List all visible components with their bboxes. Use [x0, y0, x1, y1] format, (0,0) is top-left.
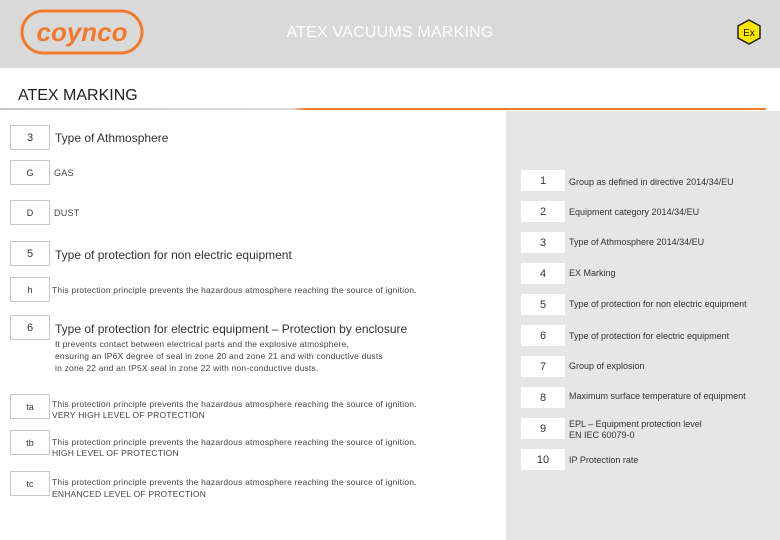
legend-text-3: Type of Athmosphere 2014/34/EU	[569, 237, 705, 247]
brand-name: coynco	[36, 17, 128, 47]
row-sub-1: It prevents contact between electrical parts and the explosive atmosphere,	[55, 339, 350, 349]
legend-num-9: 9	[521, 418, 565, 439]
code-box-g: G	[10, 160, 50, 185]
legend-num-10: 10	[521, 449, 565, 470]
code-box-3: 3	[10, 125, 50, 150]
row-sub-2: ensuring an IP6X degree of seal in zone 20 and zone 21 and with conductive dusts	[55, 351, 383, 361]
legend-text-7: Group of explosion	[569, 361, 645, 371]
legend-text-5: Type of protection for non electric equipment	[569, 299, 747, 309]
row-level-tb: HIGH LEVEL OF PROTECTION	[52, 448, 179, 458]
row-level-tc: ENHANCED LEVEL OF PROTECTION	[52, 489, 207, 499]
legend-text-9: EPL – Equipment protection level	[569, 419, 702, 429]
row-label-atmosphere: Type of Athmosphere	[55, 131, 169, 145]
code-box-5: 5	[10, 241, 50, 266]
row-label-gas: GAS	[54, 168, 74, 178]
legend-num-3: 3	[521, 232, 565, 253]
legend-num-2: 2	[521, 201, 565, 222]
row-label-h: This protection principle prevents the hazardous atmosphere reaching the source of ignition.	[52, 285, 417, 295]
legend-text-6: Type of protection for electric equipment	[569, 331, 730, 341]
ex-hexagon-icon	[736, 19, 762, 45]
row-label-tb: This protection principle prevents the hazardous atmosphere reaching the source of ignition.	[52, 437, 417, 447]
row-label-non-electric: Type of protection for non electric equipment	[55, 248, 292, 262]
code-box-d: D	[10, 200, 50, 225]
legend-num-8: 8	[521, 387, 565, 408]
legend-num-4: 4	[521, 263, 565, 284]
row-sub-3: in zone 22 and an IP5X seal in zone 22 with non-conductive dusts.	[55, 363, 319, 373]
code-box-tb: tb	[10, 430, 50, 455]
legend-num-5: 5	[521, 294, 565, 315]
row-label-ta: This protection principle prevents the hazardous atmosphere reaching the source of ignition.	[52, 399, 417, 409]
row-label-electric: Type of protection for electric equipment – Protection by enclosure	[55, 322, 408, 336]
section-title: ATEX MARKING	[18, 87, 138, 104]
ex-mark: Ex	[743, 28, 755, 39]
code-box-h: h	[10, 277, 50, 302]
row-level-ta: VERY HIGH LEVEL OF PROTECTION	[52, 410, 206, 420]
row-label-tc: This protection principle prevents the hazardous atmosphere reaching the source of ignition.	[52, 477, 417, 487]
section-divider	[0, 108, 766, 110]
row-label-dust: DUST	[54, 208, 80, 218]
page-title: ATEX VACUUMS MARKING	[286, 24, 494, 41]
legend-text-1: Group as defined in directive 2014/34/EU	[569, 177, 734, 187]
legend-text-10: IP Protection rate	[569, 455, 639, 465]
legend-num-1: 1	[521, 170, 565, 191]
code-box-tc: tc	[10, 471, 50, 496]
legend-text-9-standard: EN IEC 60079-0	[569, 430, 635, 440]
code-box-6: 6	[10, 315, 50, 340]
legend-text-4: EX Marking	[569, 268, 616, 278]
code-box-ta: ta	[10, 394, 50, 419]
legend-text-2: Equipment category 2014/34/EU	[569, 207, 700, 217]
legend-num-7: 7	[521, 356, 565, 377]
legend-text-8: Maximum surface temperature of equipment	[569, 391, 746, 401]
legend-num-6: 6	[521, 325, 565, 346]
header-bar	[0, 0, 780, 68]
